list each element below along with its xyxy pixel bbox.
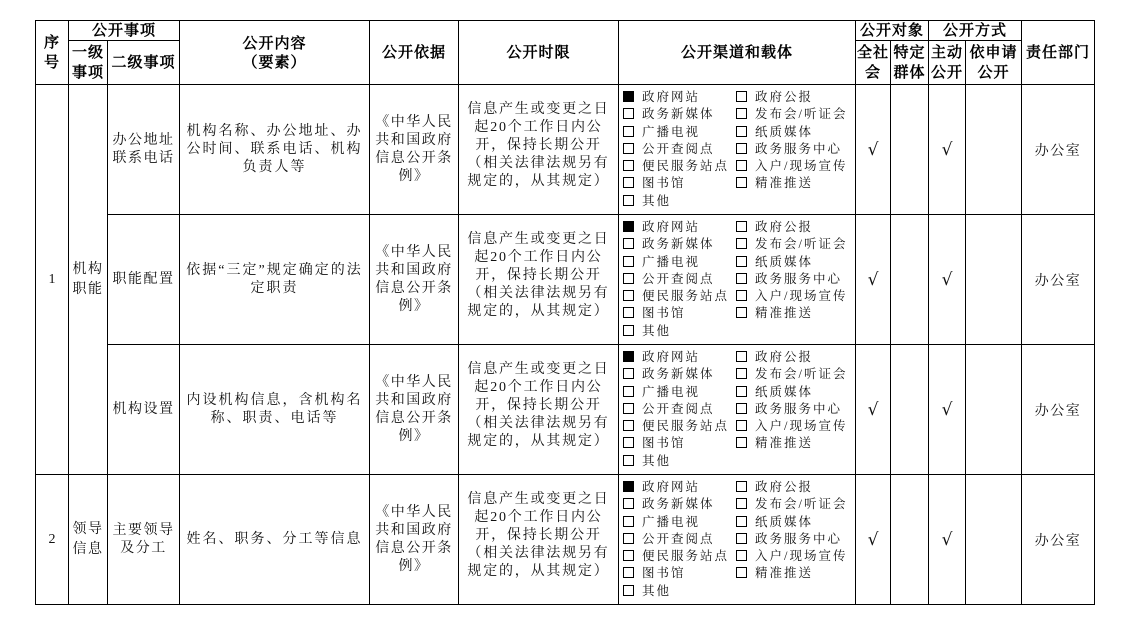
- channel-option: [736, 514, 855, 531]
- channel-option: [623, 418, 736, 435]
- checkbox-unchecked-icon: [623, 567, 634, 578]
- proactive-cell: [929, 85, 966, 215]
- checkbox-unchecked-icon: [736, 143, 747, 154]
- checkbox-unchecked-icon: [623, 498, 634, 509]
- checkbox-unchecked-icon: [736, 290, 747, 301]
- checkbox-unchecked-icon: [736, 368, 747, 379]
- channel-option: [736, 496, 855, 513]
- channel-label: 纸质媒体: [755, 384, 814, 399]
- channel-option: [736, 349, 855, 366]
- basis-text: 《中华人民共和国政府信息公开条例》: [375, 504, 453, 574]
- header-disclosure-items-label: 公开事项: [92, 21, 157, 39]
- channel-option: [736, 236, 855, 253]
- checkbox-unchecked-icon: [623, 238, 634, 249]
- channel-option: [623, 366, 736, 383]
- header-level1-item-label: 一级事项: [71, 43, 104, 81]
- channel-list: [623, 479, 855, 600]
- audience-all-cell: [856, 345, 891, 475]
- time-limit-cell: [459, 475, 619, 605]
- checkbox-unchecked-icon: [736, 533, 747, 544]
- table-row: [36, 85, 1095, 215]
- channel-option: [623, 236, 736, 253]
- channel-option: [623, 193, 736, 210]
- channel-option: [623, 106, 736, 123]
- seq-number: 1: [48, 271, 56, 287]
- channel-option: [736, 158, 855, 175]
- header-seq-label: 序号: [43, 33, 60, 71]
- channel-option: [623, 288, 736, 305]
- channel-label: 公开查阅点: [642, 401, 715, 416]
- header-time-limit: [459, 21, 619, 85]
- department-text: 办公室: [1034, 143, 1082, 159]
- checkbox-unchecked-icon: [623, 256, 634, 267]
- channel-option: [736, 288, 855, 305]
- channel-option: [736, 548, 855, 565]
- content-text: 依据“三定”规定确定的法定职责: [186, 262, 363, 296]
- time-limit-cell: [459, 345, 619, 475]
- checkbox-unchecked-icon: [736, 403, 747, 414]
- channel-label: 其他: [642, 193, 672, 208]
- channels-cell: [619, 345, 856, 475]
- department-cell: [1022, 475, 1095, 605]
- channel-label: 政府公报: [755, 479, 814, 494]
- header-seq: [36, 21, 69, 85]
- audience-specific-cell: [891, 345, 929, 475]
- channel-label: 入户/现场宣传: [755, 289, 848, 304]
- header-channels: [619, 21, 856, 85]
- level2-item-text: 职能配置: [112, 272, 175, 287]
- header-method-label: 公开方式: [943, 21, 1008, 39]
- checkbox-unchecked-icon: [623, 126, 634, 137]
- channel-label: 图书馆: [642, 306, 686, 321]
- channel-option: [736, 531, 855, 548]
- channel-label: 广播电视: [642, 514, 701, 529]
- audience-all-mark: √: [867, 399, 879, 420]
- header-level2-item-label: 二级事项: [111, 53, 176, 71]
- checkbox-unchecked-icon: [623, 420, 634, 431]
- header-channels-label: 公开渠道和载体: [681, 43, 794, 61]
- channel-option: [736, 565, 855, 582]
- channel-option: [736, 384, 855, 401]
- audience-all-mark: √: [867, 529, 879, 550]
- level1-item-cell: [69, 475, 108, 605]
- proactive-mark: √: [941, 269, 953, 290]
- channel-list: [623, 349, 855, 470]
- proactive-cell: [929, 215, 966, 345]
- checkbox-unchecked-icon: [623, 273, 634, 284]
- channel-label: 政务服务中心: [755, 271, 843, 286]
- header-audience-all-label: 全社会: [857, 43, 890, 81]
- checkbox-unchecked-icon: [623, 516, 634, 527]
- channel-label: 广播电视: [642, 254, 701, 269]
- channel-option: [623, 401, 736, 418]
- on-request-cell: [966, 475, 1022, 605]
- header-basis-label: 公开依据: [382, 43, 447, 61]
- level2-item-text: 机构设置: [112, 402, 175, 417]
- channel-option: [623, 565, 736, 582]
- seq-number: 2: [48, 531, 56, 547]
- header-disclosure-items: [69, 21, 180, 41]
- header-content-label: 公开内容: [242, 34, 307, 52]
- checkbox-checked-icon: [623, 481, 634, 492]
- checkbox-unchecked-icon: [736, 108, 747, 119]
- basis-cell: [370, 345, 459, 475]
- channels-cell: [619, 215, 856, 345]
- table-row: [36, 475, 1095, 605]
- channel-option: [623, 453, 736, 470]
- channel-option: [736, 366, 855, 383]
- channel-label: 政务服务中心: [755, 531, 843, 546]
- basis-cell: [370, 215, 459, 345]
- checkbox-unchecked-icon: [623, 403, 634, 414]
- content-cell: [180, 345, 370, 475]
- channel-label: 精准推送: [755, 436, 814, 451]
- channel-label: 政府公报: [755, 89, 814, 104]
- table-body: [36, 85, 1095, 605]
- channel-label: 政府网站: [642, 479, 701, 494]
- checkbox-unchecked-icon: [623, 290, 634, 301]
- header-audience-specific: [891, 41, 929, 85]
- channel-option: [736, 106, 855, 123]
- checkbox-unchecked-icon: [623, 195, 634, 206]
- checkbox-unchecked-icon: [623, 368, 634, 379]
- time-limit-text: 信息产生或变更之日起20个工作日内公开，保持长期公开（相关法律法规另有规定的，从其规定）: [467, 101, 610, 189]
- channel-label: 入户/现场宣传: [755, 159, 848, 174]
- header-level1-item: [69, 41, 108, 85]
- channels-cell: [619, 85, 856, 215]
- proactive-mark: √: [941, 139, 953, 160]
- basis-text: 《中华人民共和国政府信息公开条例》: [375, 244, 453, 314]
- content-cell: [180, 215, 370, 345]
- channel-label: 政府公报: [755, 219, 814, 234]
- audience-all-mark: √: [867, 139, 879, 160]
- checkbox-unchecked-icon: [623, 325, 634, 336]
- level2-item-text: 主要领导及分工: [112, 522, 175, 556]
- checkbox-unchecked-icon: [736, 481, 747, 492]
- channel-label: 发布会/听证会: [755, 367, 848, 382]
- checkbox-unchecked-icon: [736, 177, 747, 188]
- audience-all-cell: [856, 85, 891, 215]
- channel-option: [623, 323, 736, 340]
- checkbox-unchecked-icon: [736, 437, 747, 448]
- checkbox-unchecked-icon: [736, 386, 747, 397]
- channel-option: [736, 271, 855, 288]
- checkbox-unchecked-icon: [736, 238, 747, 249]
- checkbox-checked-icon: [623, 91, 634, 102]
- header-audience-specific-label: 特定群体: [893, 43, 926, 81]
- checkbox-unchecked-icon: [623, 585, 634, 596]
- department-text: 办公室: [1034, 403, 1082, 419]
- department-cell: [1022, 215, 1095, 345]
- channel-label: 公开查阅点: [642, 271, 715, 286]
- level1-item-text: 领导信息: [72, 521, 104, 557]
- channel-option: [623, 175, 736, 192]
- header-level2-item: [108, 41, 180, 85]
- channel-label: 其他: [642, 583, 672, 598]
- table-header: [36, 21, 1095, 85]
- channel-label: 纸质媒体: [755, 124, 814, 139]
- channel-option: [623, 531, 736, 548]
- level2-item-cell: [108, 85, 180, 215]
- channel-list: [623, 89, 855, 210]
- checkbox-unchecked-icon: [736, 498, 747, 509]
- channel-option: [736, 175, 855, 192]
- channel-option: [623, 89, 736, 106]
- time-limit-cell: [459, 215, 619, 345]
- checkbox-checked-icon: [623, 351, 634, 362]
- checkbox-unchecked-icon: [736, 567, 747, 578]
- channel-label: 公开查阅点: [642, 141, 715, 156]
- channel-label: 便民服务站点: [642, 289, 730, 304]
- checkbox-unchecked-icon: [623, 177, 634, 188]
- header-on-request: [966, 41, 1022, 85]
- checkbox-unchecked-icon: [623, 550, 634, 561]
- table-row: [36, 215, 1095, 345]
- on-request-cell: [966, 215, 1022, 345]
- basis-cell: [370, 85, 459, 215]
- header-row-top: [36, 21, 1095, 41]
- content-cell: [180, 475, 370, 605]
- basis-text: 《中华人民共和国政府信息公开条例》: [375, 374, 453, 444]
- seq-number-cell: [36, 475, 69, 605]
- audience-specific-cell: [891, 85, 929, 215]
- channel-option: [736, 305, 855, 322]
- header-time-limit-label: 公开时限: [506, 43, 571, 61]
- checkbox-unchecked-icon: [736, 273, 747, 284]
- channel-label: 政务新媒体: [642, 367, 715, 382]
- content-text: 机构名称、办公地址、办公时间、联系电话、机构负责人等: [186, 123, 363, 175]
- channel-option: [623, 384, 736, 401]
- on-request-cell: [966, 85, 1022, 215]
- channel-label: 纸质媒体: [755, 514, 814, 529]
- channel-option: [623, 141, 736, 158]
- channel-label: 政务服务中心: [755, 401, 843, 416]
- channel-label: 政务新媒体: [642, 107, 715, 122]
- channel-option: [736, 254, 855, 271]
- header-audience: [856, 21, 929, 41]
- department-cell: [1022, 85, 1095, 215]
- checkbox-unchecked-icon: [623, 437, 634, 448]
- channel-option: [623, 583, 736, 600]
- channel-label: 便民服务站点: [642, 549, 730, 564]
- header-content: [180, 21, 370, 85]
- channels-cell: [619, 475, 856, 605]
- checkbox-unchecked-icon: [736, 221, 747, 232]
- checkbox-unchecked-icon: [736, 256, 747, 267]
- audience-all-cell: [856, 475, 891, 605]
- channel-option: [623, 349, 736, 366]
- header-proactive: [929, 41, 966, 85]
- header-audience-label: 公开对象: [860, 21, 925, 39]
- channel-label: 图书馆: [642, 566, 686, 581]
- channel-option: [736, 89, 855, 106]
- channel-option: [623, 305, 736, 322]
- time-limit-text: 信息产生或变更之日起20个工作日内公开，保持长期公开（相关法律法规另有规定的，从其规定）: [467, 491, 610, 579]
- channel-label: 广播电视: [642, 384, 701, 399]
- basis-cell: [370, 475, 459, 605]
- checkbox-unchecked-icon: [736, 351, 747, 362]
- channel-option: [623, 254, 736, 271]
- basis-text: 《中华人民共和国政府信息公开条例》: [375, 114, 453, 184]
- channel-option: [736, 418, 855, 435]
- department-text: 办公室: [1034, 273, 1082, 289]
- level2-item-cell: [108, 215, 180, 345]
- header-method: [929, 21, 1022, 41]
- channel-label: 图书馆: [642, 176, 686, 191]
- channel-label: 政府网站: [642, 219, 701, 234]
- channel-label: 发布会/听证会: [755, 237, 848, 252]
- channel-label: 发布会/听证会: [755, 497, 848, 512]
- channel-label: 公开查阅点: [642, 531, 715, 546]
- level1-item-text: 机构职能: [72, 261, 104, 297]
- channel-option: [623, 435, 736, 452]
- channel-option: [736, 141, 855, 158]
- time-limit-cell: [459, 85, 619, 215]
- audience-specific-cell: [891, 475, 929, 605]
- header-proactive-label: 主动公开: [931, 43, 964, 81]
- channel-option: [623, 219, 736, 236]
- channel-option: [623, 514, 736, 531]
- proactive-cell: [929, 345, 966, 475]
- channel-option: [736, 219, 855, 236]
- channel-label: 其他: [642, 323, 672, 338]
- department-cell: [1022, 345, 1095, 475]
- channel-label: 便民服务站点: [642, 419, 730, 434]
- channel-label: 入户/现场宣传: [755, 419, 848, 434]
- proactive-mark: √: [941, 529, 953, 550]
- channel-option: [736, 401, 855, 418]
- audience-all-mark: √: [867, 269, 879, 290]
- header-audience-all: [856, 41, 891, 85]
- checkbox-unchecked-icon: [623, 160, 634, 171]
- content-cell: [180, 85, 370, 215]
- checkbox-unchecked-icon: [623, 455, 634, 466]
- channel-option: [623, 158, 736, 175]
- channel-label: 政务服务中心: [755, 141, 843, 156]
- channel-label: 精准推送: [755, 566, 814, 581]
- checkbox-unchecked-icon: [736, 307, 747, 318]
- checkbox-unchecked-icon: [623, 108, 634, 119]
- channel-label: 入户/现场宣传: [755, 549, 848, 564]
- checkbox-unchecked-icon: [736, 91, 747, 102]
- level2-item-cell: [108, 345, 180, 475]
- content-text: 姓名、职务、分工等信息: [186, 531, 363, 547]
- checkbox-unchecked-icon: [736, 550, 747, 561]
- audience-all-cell: [856, 215, 891, 345]
- channel-label: 政府公报: [755, 349, 814, 364]
- header-department: [1022, 21, 1095, 85]
- proactive-mark: √: [941, 399, 953, 420]
- level2-item-text: 办公地址联系电话: [112, 132, 175, 166]
- proactive-cell: [929, 475, 966, 605]
- channel-label: 政府网站: [642, 349, 701, 364]
- checkbox-unchecked-icon: [623, 307, 634, 318]
- channel-label: 精准推送: [755, 306, 814, 321]
- channel-label: 精准推送: [755, 176, 814, 191]
- checkbox-unchecked-icon: [736, 420, 747, 431]
- disclosure-table: [35, 20, 1095, 605]
- channel-label: 其他: [642, 453, 672, 468]
- channel-label: 广播电视: [642, 124, 701, 139]
- channel-list: [623, 219, 855, 340]
- level2-item-cell: [108, 475, 180, 605]
- channel-option: [623, 479, 736, 496]
- channel-label: 政务新媒体: [642, 237, 715, 252]
- channel-option: [623, 496, 736, 513]
- checkbox-unchecked-icon: [623, 533, 634, 544]
- channel-label: 政务新媒体: [642, 497, 715, 512]
- channel-option: [736, 124, 855, 141]
- time-limit-text: 信息产生或变更之日起20个工作日内公开，保持长期公开（相关法律法规另有规定的，从其规定）: [467, 361, 610, 449]
- channel-option: [736, 435, 855, 452]
- channel-label: 发布会/听证会: [755, 107, 848, 122]
- time-limit-text: 信息产生或变更之日起20个工作日内公开，保持长期公开（相关法律法规另有规定的，从其规定）: [467, 231, 610, 319]
- channel-label: 纸质媒体: [755, 254, 814, 269]
- channel-option: [623, 548, 736, 565]
- checkbox-unchecked-icon: [623, 386, 634, 397]
- channel-label: 政府网站: [642, 89, 701, 104]
- on-request-cell: [966, 345, 1022, 475]
- channel-label: 图书馆: [642, 436, 686, 451]
- checkbox-unchecked-icon: [736, 126, 747, 137]
- checkbox-unchecked-icon: [736, 160, 747, 171]
- table-row: [36, 345, 1095, 475]
- header-department-label: 责任部门: [1026, 43, 1091, 61]
- checkbox-checked-icon: [623, 221, 634, 232]
- channel-option: [623, 124, 736, 141]
- header-content-note: （要素）: [242, 53, 307, 71]
- channel-option: [623, 271, 736, 288]
- content-text: 内设机构信息，含机构名称、职责、电话等: [186, 392, 363, 426]
- level1-item-cell: [69, 85, 108, 475]
- channel-option: [736, 479, 855, 496]
- department-text: 办公室: [1034, 533, 1082, 549]
- channel-label: 便民服务站点: [642, 159, 730, 174]
- checkbox-unchecked-icon: [736, 516, 747, 527]
- header-on-request-label: 依申请公开: [969, 43, 1018, 81]
- audience-specific-cell: [891, 215, 929, 345]
- header-basis: [370, 21, 459, 85]
- seq-number-cell: [36, 85, 69, 475]
- checkbox-unchecked-icon: [623, 143, 634, 154]
